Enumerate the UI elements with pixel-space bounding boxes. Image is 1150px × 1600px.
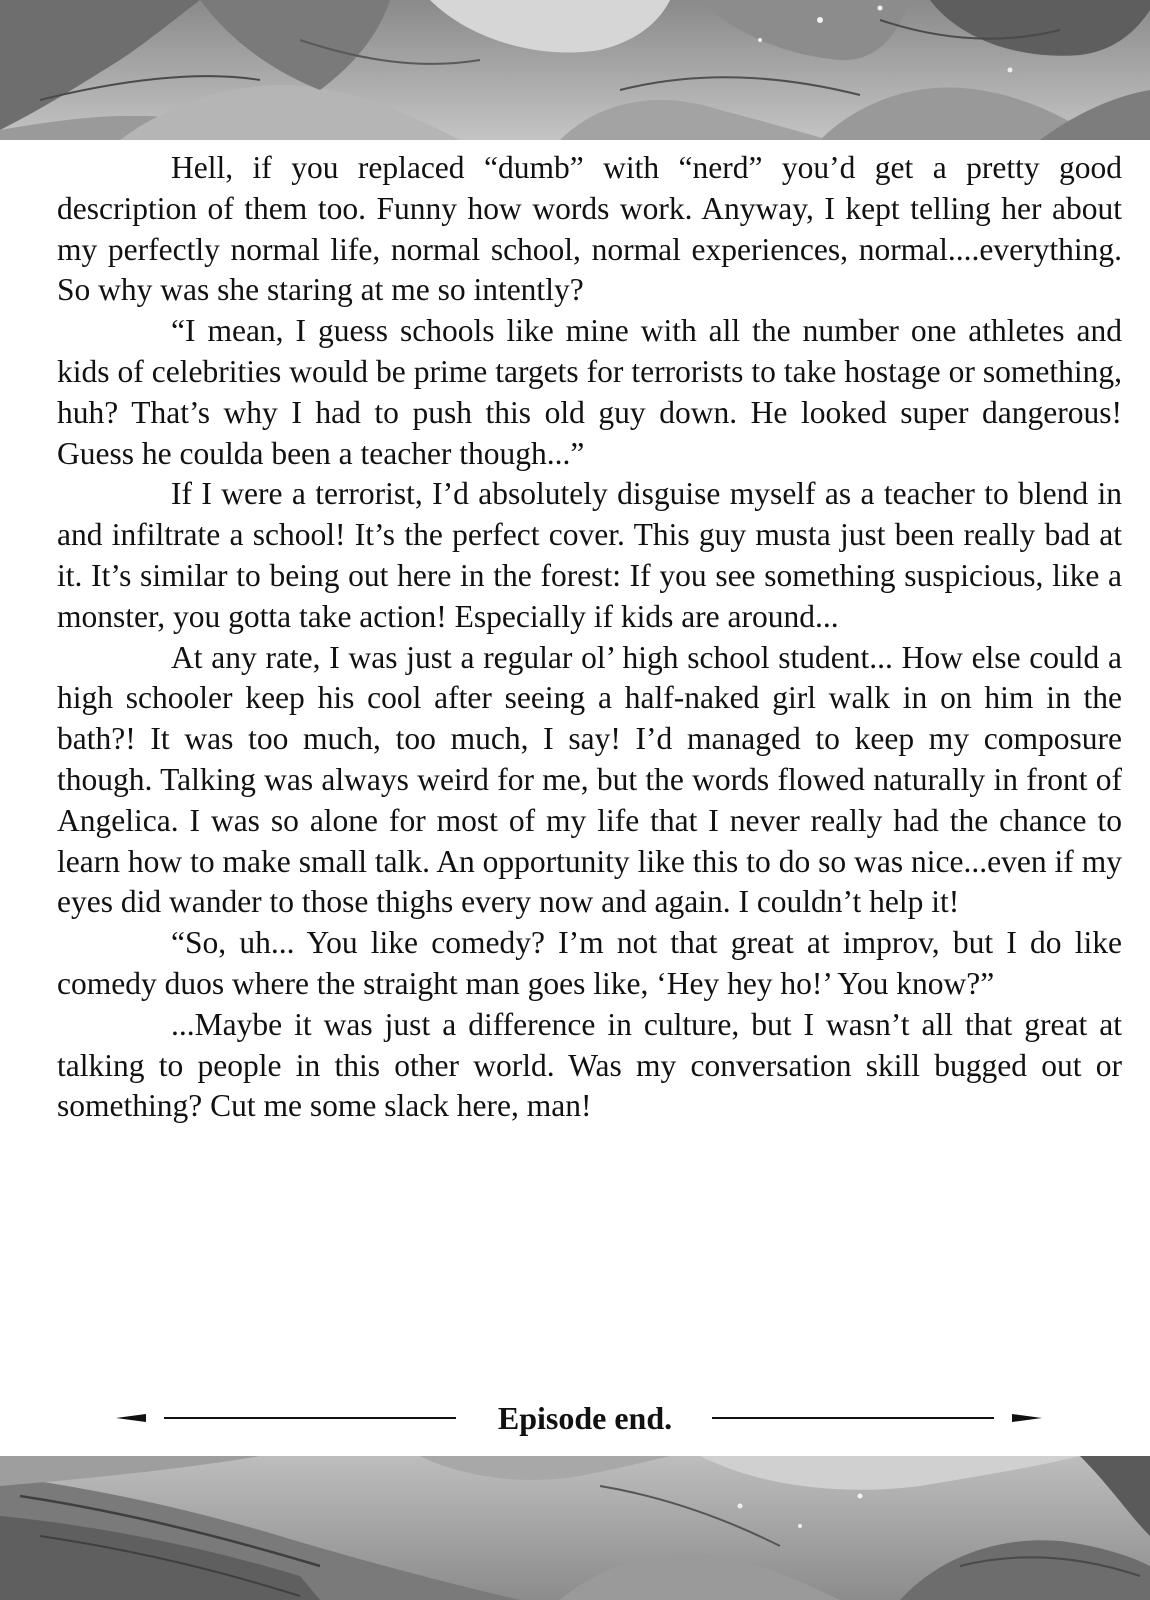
paragraph: At any rate, I was just a regular ol’ high school student... How else could a high schooler keep his cool after seeing a half-naked girl walk in on him in the bath?! It was too much, too much, I say! I’d managed to keep my composure though. Talking was always weird for me, but the words flowed naturally in front of Angelica. I was so alone for most of my life that I never really had the chance to learn how to make small talk. An opportunity like this to do so was nice...even if my eyes did wander to those thighs every now and again. I couldn’t help it! (57, 639, 1122, 920)
top-forest-illustration (0, 0, 1150, 140)
episode-end-divider (0, 1396, 1150, 1440)
paragraph: If I were a terrorist, I’d absolutely disguise myself as a teacher to blend in and infiltrate a school! It’s the perfect cover. This guy musta just been really bad at it. It’s similar to being out here in the forest: If you see something suspicious, like a monster, you gotta take action! Especially if kids are around... (57, 476, 1122, 634)
paragraph: ...Maybe it was just a difference in culture, but I wasn’t all that great at talking to people in this other world. Was my conversation skill bugged out or something? Cut me some slack here, man! (57, 1006, 1122, 1124)
left-divider-line (164, 1417, 456, 1419)
left-ornament-icon (116, 1412, 146, 1424)
narrative-text (57, 148, 1122, 1127)
right-divider-line (712, 1417, 994, 1419)
episode-end-label: Episode end. (497, 1400, 673, 1436)
right-ornament-icon (1012, 1412, 1042, 1424)
paragraph: “So, uh... You like comedy? I’m not that great at improv, but I do like comedy duos where the straight man goes like, ‘Hey hey ho!’ You know?” (57, 925, 1122, 1001)
paragraph: “I mean, I guess schools like mine with all the number one athletes and kids of celebrities would be prime targets for terrorists to take hostage or something, huh? That’s why I had to push this old guy down. He looked super dangerous! Guess he coulda been a teacher though...” (57, 313, 1122, 471)
bottom-forest-illustration (0, 1456, 1150, 1600)
paragraph: Hell, if you replaced “dumb” with “nerd” you’d get a pretty good description of them too. Funny how words work. Anyway, I kept telling her about my perfectly normal life, normal school, normal experiences, normal....everything. So why was she staring at me so intently? (57, 150, 1122, 308)
